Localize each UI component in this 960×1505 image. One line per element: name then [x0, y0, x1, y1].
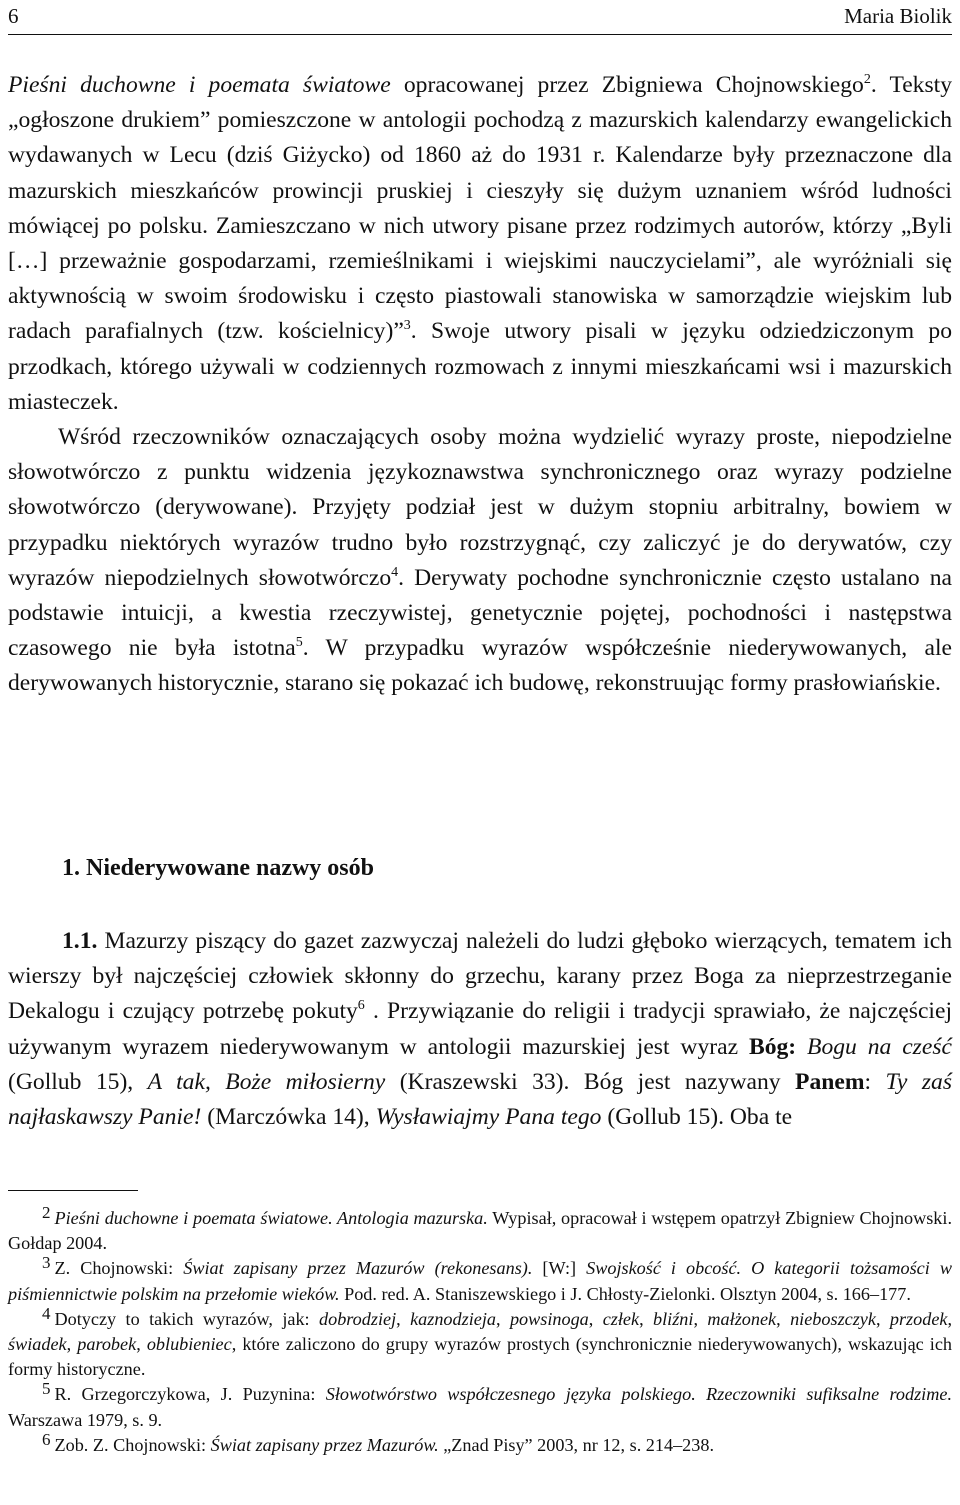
- text-run: Wypisał, opracował i wstępem opatrzył Zbigniew Chojnowski. Gołdap 2004.: [8, 1208, 952, 1254]
- text-run: (Marczówka 14),: [201, 1104, 376, 1131]
- title-italic: Pieśni duchowne i poemata światowe: [8, 72, 391, 98]
- text-run: . Teksty „ogłoszone drukiem” pomieszczone w antologii pochodzą z mazurskich kalendarzy ewangelickich wydawanych w Lecu (dziś Giżycko) od 1860 aż do 1931 r. Kalendarze były przeznaczone dla mazurskich mieszkańców prowincji pruskiej i cieszyły się dużym uznaniem wśród ludności mówiącej po polsku. Zamieszczano w nich utwory pisane przez rodzimych autorów, którzy „Byli […] przeważnie gospodarzami, rzemieślnikami i wiejskimi nauczycielami”, ale wyróżniali się aktywnością w swoim środowisku i często piastowali stanowiska w samorządzie wiejskim lub radach parafialnych (tzw. kościelnicy)”: [8, 72, 953, 345]
- citation-italic: Słowotwórstwo współczesnego języka polskiego. Rzeczowniki sufiksalne rodzime.: [325, 1384, 952, 1405]
- word-italic: dobrodziej: [319, 1308, 397, 1329]
- word-italic: oblubieniec: [146, 1334, 232, 1355]
- word-italic: małżonek: [707, 1308, 777, 1329]
- text-run: ,: [693, 1308, 708, 1329]
- text-run: (Gollub 15),: [8, 1068, 148, 1095]
- word-italic: nieboszczyk: [790, 1308, 876, 1329]
- text-run: ,: [136, 1334, 147, 1355]
- text-run: ,: [776, 1308, 791, 1329]
- text-run: . Swoje utwory pisali w języku odziedziczonym po przodkach, którego używali w codziennych rozmowach z innymi mieszkańcami wsi i mazurskich miasteczek.: [8, 318, 952, 415]
- word-italic: człek: [602, 1308, 640, 1329]
- text-run: Wśród rzeczowników oznaczających osoby można wydzielić wyrazy proste, niepodzielne słowotwórczo z punktu widzenia językoznawstwa synchronicznego oraz wyrazy podzielne słowotwórczo (derywowane). Przyjęty podział jest w dużym stopniu arbitralny, bowiem w przypadku niektórych wyrazów trudno było rozstrzygnąć, czy zaliczyć je do derywatów, czy wyrazów niepodzielnych słowotwórczo: [8, 424, 952, 591]
- text-run: Warszawa 1979, s. 9.: [8, 1409, 163, 1430]
- section-heading: 1. Niederywowane nazwy osób: [62, 855, 374, 881]
- text-run: Dotyczy to takich wyrazów, jak:: [54, 1308, 319, 1329]
- text-run: Pod. red. A. Staniszewskiego i J. Chłosty-Zielonki. Olsztyn 2004, s. 166–177.: [339, 1283, 911, 1304]
- paragraph-intro: [8, 68, 952, 420]
- footnote-ref: 2: [863, 72, 871, 88]
- text-run: ,: [588, 1308, 603, 1329]
- quote-italic: Bogu na cześć: [807, 1033, 952, 1060]
- footnote-number: 2: [42, 1203, 51, 1222]
- word-italic: powsinoga: [509, 1308, 589, 1329]
- text-run: opracowanej przez Zbigniewa Chojnowskiego: [390, 72, 864, 98]
- text-run: :: [864, 1068, 886, 1095]
- quote-italic: Wysławiajmy Pana tego: [375, 1104, 602, 1131]
- text-run: . Derywaty pochodne synchronicznie często ustalano na podstawie intuicji, a kwestia rzeczywistej, genetycznie pojętej, pochodności i następstwa czasowego nie była istotna: [8, 564, 952, 662]
- word-italic: świadek: [8, 1334, 67, 1355]
- main-text: [8, 68, 952, 702]
- footnote-ref: 6: [357, 998, 365, 1014]
- footnote-number: 3: [42, 1253, 51, 1273]
- text-run: R. Grzegorczykowa, J. Puzynina:: [54, 1384, 326, 1405]
- footnote-6: [8, 1429, 952, 1458]
- text-run: ,: [396, 1308, 411, 1329]
- text-run: Zob. Z. Chojnowski:: [54, 1434, 211, 1455]
- footnote-4: [8, 1303, 953, 1383]
- text-run: ,: [639, 1308, 654, 1329]
- word-italic: bliźni: [653, 1308, 694, 1329]
- quote-italic: A tak, Boże miłosierny: [147, 1068, 386, 1095]
- text-run: [796, 1034, 807, 1060]
- footnotes: [8, 1203, 953, 1458]
- footnote-3: [8, 1253, 952, 1306]
- text-run: ,: [947, 1308, 953, 1329]
- running-header: [8, 0, 952, 30]
- citation-italic: Pieśni duchowne i poemata światowe. Antologia mazurska.: [54, 1208, 488, 1228]
- text-run: ,: [875, 1308, 890, 1329]
- page-number: 6: [8, 4, 19, 28]
- footnote-ref: 4: [391, 564, 399, 580]
- footnote-number: 4: [42, 1303, 51, 1323]
- term-bold: Bóg:: [748, 1033, 797, 1060]
- footnote-ref: 5: [295, 635, 303, 651]
- word-italic: kaznodzieja: [410, 1308, 496, 1329]
- text-run: ,: [495, 1308, 510, 1329]
- text-run: (Kraszewski 33). Bóg jest nazywany: [385, 1068, 796, 1095]
- quote-italic: Ty zaś najłaskawszy Panie!: [8, 1068, 952, 1131]
- running-author: Maria Biolik: [844, 4, 952, 28]
- text-run: Mazurzy piszący do gazet zazwyczaj należeli do ludzi głęboko wierzących, tematem ich wierszy był najczęściej człowiek skłonny do grzechu, karany przez Boga za nieprzestrzeganie Dekalogu i czujący potrzebę pokuty: [8, 928, 952, 1025]
- text-run: Z. Chojnowski:: [54, 1258, 184, 1279]
- text-run: . Przywiązanie do religii i tradycji sprawiało, że najczęściej używanym wyrazem niederywowanym w antologii mazurskiej jest wyraz: [8, 998, 952, 1060]
- text-run: ,: [66, 1334, 78, 1355]
- citation-italic: Swojskość i obcość. O kategorii tożsamości w piśmiennictwie polskim na przełomie wieków.: [8, 1258, 952, 1304]
- header-rule: [8, 34, 952, 35]
- subsection-paragraph: [8, 924, 952, 1135]
- text-run: . W przypadku wyrazów współcześnie niederywowanych, ale derywowanych historycznie, starano się pokazać ich budowę, rekonstruując formy prasłowiańskie.: [8, 635, 952, 697]
- word-italic: parobek: [77, 1334, 137, 1355]
- paragraph-nouns: [8, 420, 952, 702]
- footnote-number: 5: [42, 1379, 51, 1399]
- citation-italic: Świat zapisany przez Mazurów (rekonesans).: [183, 1258, 533, 1279]
- footnote-rule: [8, 1190, 138, 1191]
- text-run: „Znad Pisy” 2003, nr 12, s. 214–238.: [438, 1434, 714, 1455]
- text-run: (Gollub 15). Oba te: [601, 1104, 793, 1131]
- text-run: , które zaliczono do grupy wyrazów prostych (synchronicznie niederywowanych), wskazując ich formy historyczne.: [8, 1334, 953, 1380]
- footnote-5: [8, 1379, 952, 1432]
- citation-italic: Świat zapisany przez Mazurów.: [210, 1434, 439, 1455]
- text-run: [W:]: [532, 1258, 587, 1279]
- footnote-2: [8, 1203, 952, 1256]
- term-bold: Panem: [795, 1068, 865, 1095]
- footnote-number: 6: [42, 1429, 51, 1449]
- footnote-ref: 3: [403, 318, 411, 334]
- word-italic: przodek: [889, 1308, 948, 1329]
- subsection-number: 1.1.: [62, 928, 98, 954]
